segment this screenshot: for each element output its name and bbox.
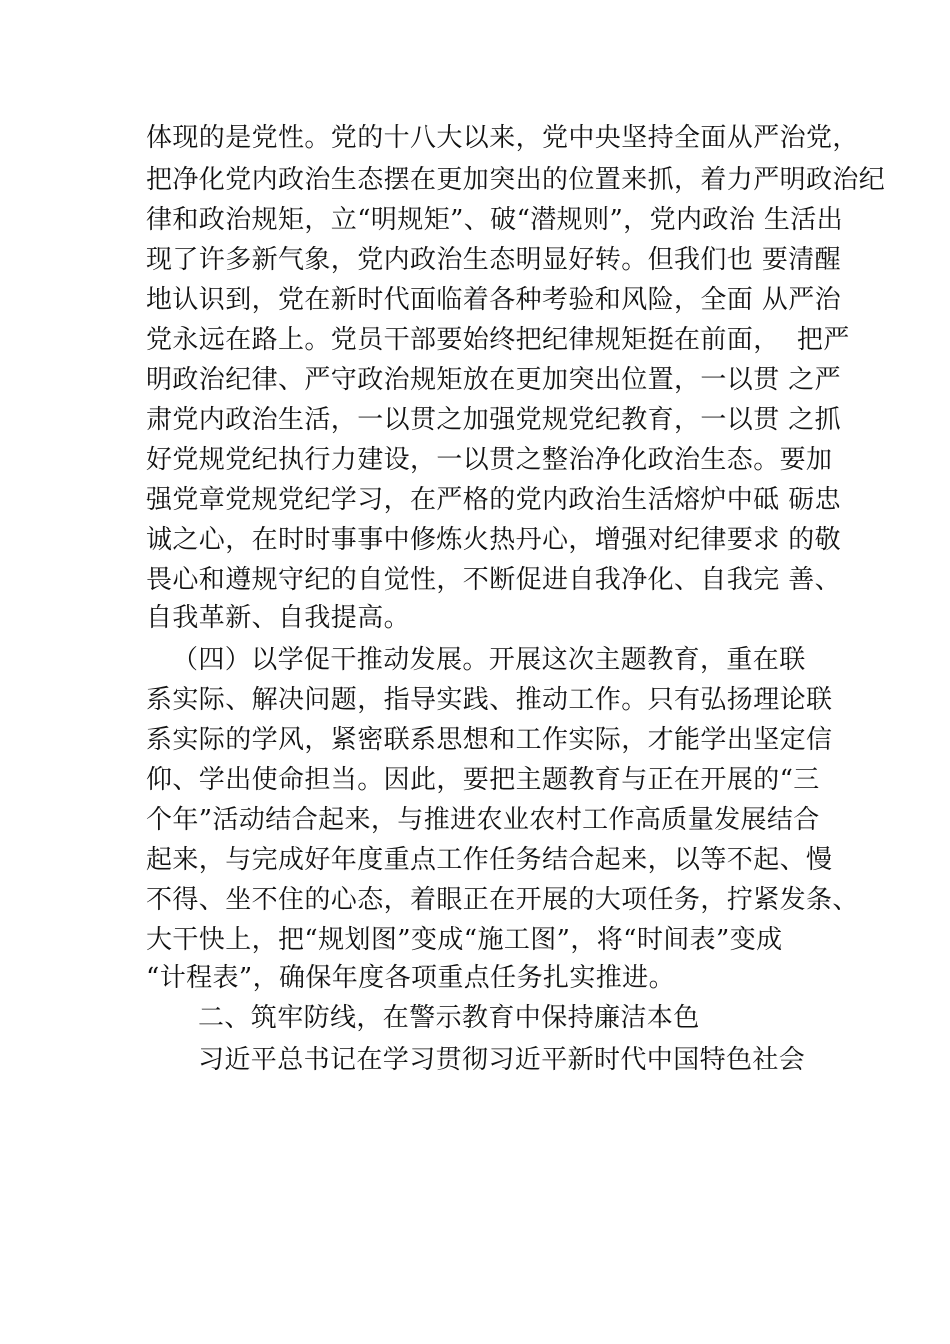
text-line: 诚之心，在时时事事中修炼火热丹心，增强对纪律要求 的敬 xyxy=(146,525,842,555)
text-line: 好党规党纪执行力建设，一以贯之整治净化政治生态。要加 xyxy=(146,445,833,475)
text-line: “计程表”，确保年度各项重点任务扎实推进。 xyxy=(146,963,675,993)
text-line: 地认识到，党在新时代面临着各种考验和风险，全面 从严治 xyxy=(146,285,842,315)
text-line: 大干快上，把“规划图”变成“施工图”，将“时间表”变成 xyxy=(146,925,783,955)
text-line: 强党章党规党纪学习，在严格的党内政治生活熔炉中砥 砺忠 xyxy=(146,485,842,515)
text-line: 习近平总书记在学习贯彻习近平新时代中国特色社会 xyxy=(198,1045,806,1075)
text-line: 系实际、解决问题，指导实践、推动工作。只有弘扬理论联 xyxy=(146,685,833,715)
text-line: 现了许多新气象，党内政治生态明显好转。但我们也 要清醒 xyxy=(146,245,842,275)
section-heading-4: （四）以学促干推动发展。开展这次主题教育，重在联 xyxy=(172,645,806,675)
text-line: 明政治纪律、严守政治规矩放在更加突出位置，一以贯 之严 xyxy=(146,365,842,395)
text-line: 仰、学出使命担当。因此，要把主题教育与正在开展的“三 xyxy=(146,765,820,795)
text-line: 把净化党内政治生态摆在更加突出的位置来抓，着力严明政治纪 xyxy=(146,165,886,195)
text-line: 起来，与完成好年度重点工作任务结合起来，以等不起、慢 xyxy=(146,845,833,875)
text-line: 畏心和遵规守纪的自觉性，不断促进自我净化、自我完 善、 xyxy=(146,565,842,595)
text-line: 党永远在路上。党员干部要始终把纪律规矩挺在前面， 把严 xyxy=(146,325,850,355)
text-line: 不得、坐不住的心态，着眼正在开展的大项任务，拧紧发条、 xyxy=(146,885,859,915)
text-line: 律和政治规矩，立“明规矩”、破“潜规则”，党内政治 生活出 xyxy=(146,205,844,235)
text-line: 自我革新、自我提高。 xyxy=(146,603,411,633)
section-heading-2: 二、筑牢防线，在警示教育中保持廉洁本色 xyxy=(198,1003,700,1033)
text-line: 系实际的学风，紧密联系思想和工作实际，才能学出坚定信 xyxy=(146,725,833,755)
text-line: 体现的是党性。党的十八大以来，党中央坚持全面从严治党， xyxy=(146,123,859,153)
text-line: 个年”活动结合起来，与推进农业农村工作高质量发展结合 xyxy=(146,805,820,835)
text-line: 肃党内政治生活，一以贯之加强党规党纪教育，一以贯 之抓 xyxy=(146,405,842,435)
